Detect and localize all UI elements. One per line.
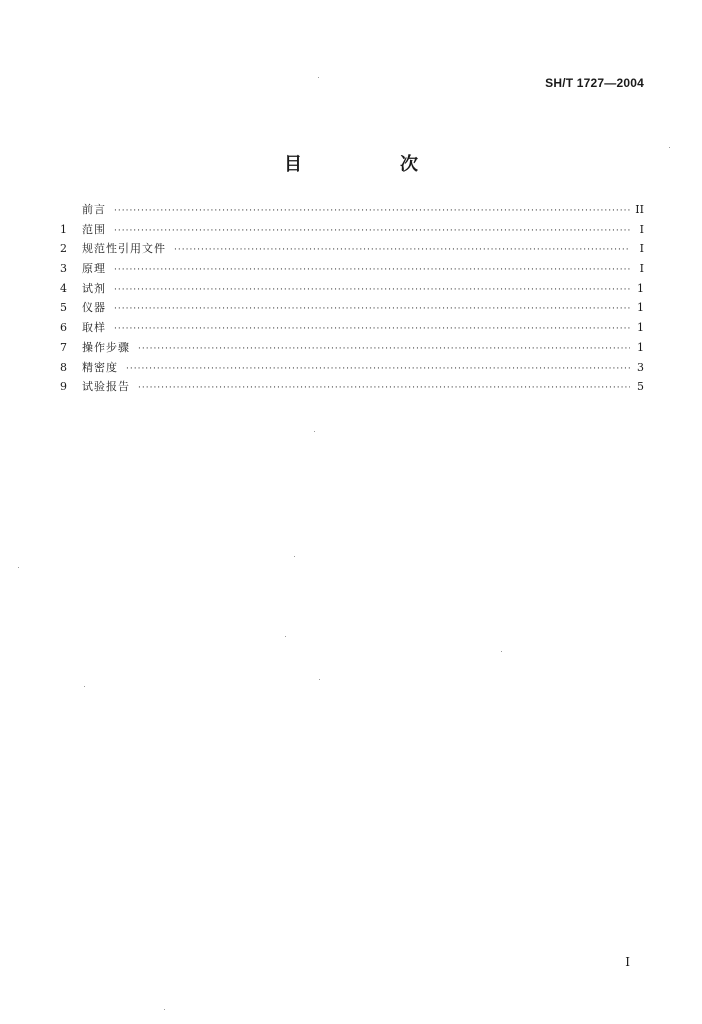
toc-entry-reagents[interactable] <box>60 279 644 299</box>
toc-entry-foreword[interactable] <box>60 200 644 220</box>
toc-entry-page: II <box>635 203 644 216</box>
toc-leader-dots <box>114 300 630 320</box>
toc-entry-page: 1 <box>637 321 644 335</box>
toc-entry-number: 3 <box>60 262 67 276</box>
toc-leader-dots <box>174 241 630 261</box>
toc-entry-number: 6 <box>60 321 67 335</box>
toc-entry-page: I <box>639 262 644 276</box>
toc-entry-label: 操作步骤 <box>82 340 130 354</box>
toc-entry-label: 规范性引用文件 <box>82 242 166 256</box>
toc-entry-label: 试验报告 <box>82 380 130 394</box>
toc-leader-dots <box>138 379 630 399</box>
toc-entry-page: 5 <box>637 380 644 394</box>
toc-entry-page: 1 <box>637 301 644 315</box>
scan-speck <box>314 431 315 432</box>
toc-entry-label: 试剂 <box>82 281 106 295</box>
toc-leader-dots <box>114 222 630 242</box>
toc-entry-page: 3 <box>637 360 644 374</box>
toc-entry-number: 1 <box>60 222 67 236</box>
scan-speck <box>294 556 295 557</box>
scan-speck <box>285 636 286 637</box>
toc-entry-scope[interactable] <box>60 220 644 240</box>
toc-entry-page: 1 <box>637 281 644 295</box>
toc-leader-dots <box>114 320 630 340</box>
toc-entry-sampling[interactable] <box>60 318 644 338</box>
toc-entry-number: 4 <box>60 281 67 295</box>
toc-entry-label: 取样 <box>82 321 106 335</box>
toc-leader-dots <box>138 340 630 360</box>
toc-entry-number: 9 <box>60 380 67 394</box>
toc-entry-procedure[interactable] <box>60 338 644 358</box>
scan-speck <box>84 686 85 687</box>
scan-speck <box>319 679 320 680</box>
scan-speck <box>18 567 19 568</box>
toc-entry-normative-references[interactable] <box>60 239 644 259</box>
toc-leader-dots <box>126 360 630 380</box>
toc-entry-page: I <box>639 242 644 256</box>
scan-speck <box>164 1009 165 1010</box>
toc-entry-precision[interactable] <box>60 358 644 378</box>
scan-speck <box>318 77 319 78</box>
toc-entry-number: 2 <box>60 242 67 256</box>
scan-speck <box>669 147 670 148</box>
page-number: I <box>625 955 630 969</box>
toc-leader-dots <box>114 202 630 222</box>
toc-entry-label: 范围 <box>82 222 106 236</box>
toc-leader-dots <box>114 261 630 281</box>
toc-entry-page: I <box>639 222 644 236</box>
toc-entry-label: 前言 <box>82 203 106 216</box>
standard-code: SH/T 1727—2004 <box>545 76 644 90</box>
toc-entry-number: 5 <box>60 301 67 315</box>
page-title: 目 次 <box>284 154 458 175</box>
toc-entry-page: 1 <box>637 340 644 354</box>
table-of-contents <box>60 200 644 397</box>
toc-entry-number: 7 <box>60 340 67 354</box>
toc-entry-apparatus[interactable] <box>60 298 644 318</box>
toc-entry-principle[interactable] <box>60 259 644 279</box>
toc-entry-label: 仪器 <box>82 301 106 315</box>
toc-entry-label: 原理 <box>82 262 106 276</box>
toc-entry-test-report[interactable] <box>60 377 644 397</box>
scan-speck <box>501 651 502 652</box>
toc-entry-label: 精密度 <box>82 360 118 374</box>
toc-leader-dots <box>114 281 630 301</box>
toc-entry-number: 8 <box>60 360 67 374</box>
